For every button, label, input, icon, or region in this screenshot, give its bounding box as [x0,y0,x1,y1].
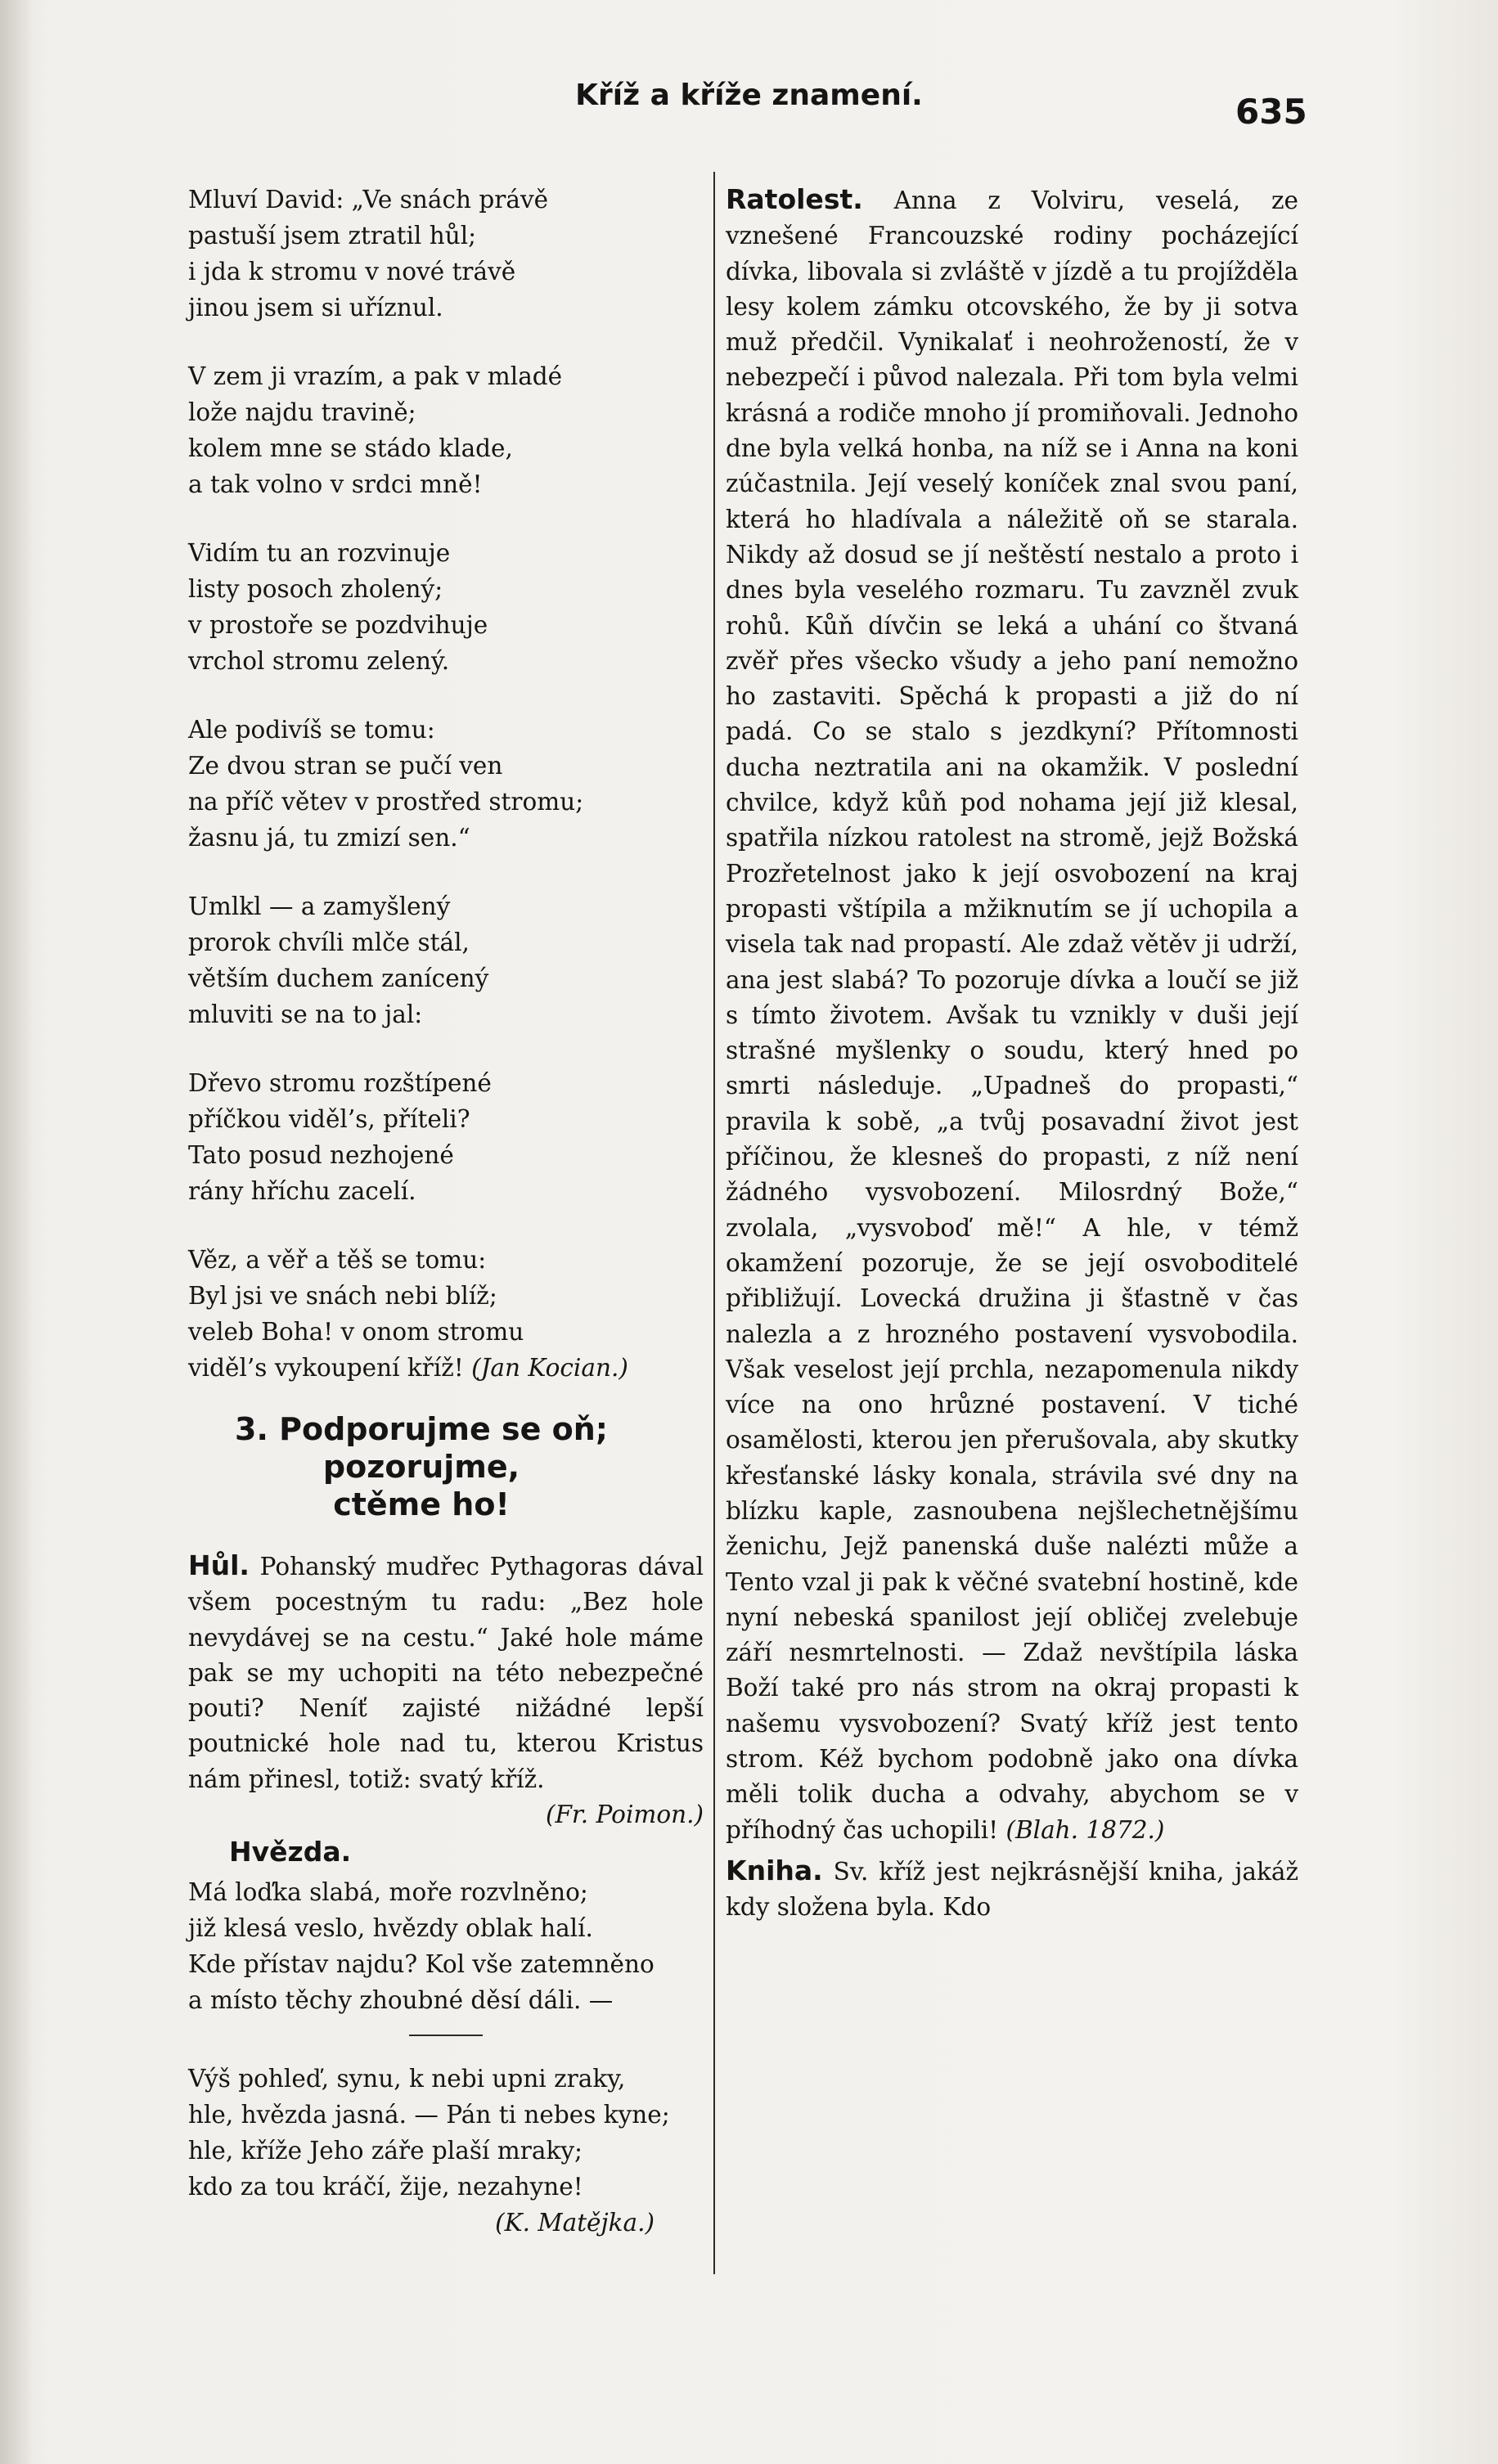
poem-line: Mluví David: „Ve snách právě [188,186,549,214]
hul-text: Pohanský mudřec Pythagoras dával všem pocestným tu radu: „Bez hole nevydávej se na cestu.“ Jaké hole máme pak se my uchopiti na této nebezpečné pouti? Neníť zajisté nižádné lepší poutnické hole nad tu, kterou Kristus nám přinesl, totiž: svatý kříž. [188,1553,704,1793]
divider [409,2035,483,2036]
poem-stanza-2 [188,358,704,502]
poem-line: Věz, a věř a těš se tomu: [188,1246,487,1274]
poem-line: veleb Boha! v onom stromu [188,1318,524,1346]
poem-last-line: viděl’s vykoupení kříž! [188,1354,464,1382]
poem-line: lože najdu travině; [188,398,416,426]
hvezda-poem [188,1874,704,2241]
poem-line: již klesá veslo, hvězdy oblak halí. [188,1914,593,1943]
poem-line: v prostoře se pozdvihuje [188,611,488,639]
poem-line: Tato posud nezhojené [188,1141,454,1169]
poem-line: Kde přístav najdu? Kol vše zatemněno [188,1950,655,1979]
poem-line: Dřevo stromu rozštípené [188,1069,492,1097]
poem-stanza-1 [188,182,704,326]
poem-line: hle, hvězda jasná. — Pán ti nebes kyne; [188,2101,670,2129]
poem-stanza-3 [188,535,704,679]
poem-line: kdo za tou kráčí, žije, nezahyne! [188,2173,583,2201]
poem-line: listy posoch zholený; [188,575,443,603]
poem-line: Ale podivíš se tomu: [188,716,435,744]
poem-line: pastuší jsem ztratil hůl; [188,222,477,250]
poem-line: i jda k stromu v nové trávě [188,258,516,286]
poem-line: mluviti se na to jal: [188,1000,423,1028]
poem-attribution: (Jan Kocian.) [471,1354,628,1382]
kniha-paragraph [726,1853,1298,1926]
section-heading-line-1: 3. Podporujme se oň; pozorujme, [235,1411,608,1485]
running-header-title: Kříž a kříže znamení. [575,79,923,112]
poem-line: na příč větev v prostřed stromu; [188,788,584,816]
ratolest-text: Anna z Volviru, veselá, ze vznešené Francouzské rodiny pocházející dívka, libovala si zvláště v jízdě a tu projížděla lesy kolem zámku otcovského, že by ji sotva muž předčil. Vynikalať i neohrožeností, že v nebezpečí i původ nalezala. Při tom byla velmi krásná a rodiče mnoho jí promiňovali. Jednoho dne byla velká honba, na níž se i Anna na koni zúčastnila. Její veselý koníček znal svou paní, která ho hladívala a náležitě oň se starala. Nikdy až dosud se jí neštěstí nestalo a proto i dnes byla veselého rozmaru. Tu zavzněl zvuk rohů. Kůň dívčin se leká a uhání co štvaná zvěř přes všecko všudy a jeho paní nemožno ho zastaviti. Spěchá k propasti a již do ní padá. Co se stalo s jezdkyní? Přítomnosti ducha neztratila ani na okamžik. V poslední chvilce, když kůň pod nohama její již klesal, spatřila nízkou ratolest na stromě, jejž Božská Prozřetelnost jako k její osvobození na kraj propasti vštípila a mžiknutím se jí uchopila a visela tak nad propastí. Ale zdaž větěv ji udrží, ana jest slabá? To pozoruje dívka a loučí se již s tímto životem. Avšak tu vznikly v duši její strašné myšlenky o soudu, který hned po smrti následuje. „Upadneš do propasti,“ pravila k sobě, „a tvůj posavadní život jest příčinou, že klesneš do propasti, z níž není žádného vysvobození. Milosrdný Bože,“ zvolala, „vysvoboď mě!“ A hle, v témž okamžení pozoruje, že se její osvoboditelé přibližují. Lovecká družina ji šťastně v čas nalezla a z hrozného postavení vysvobodila. Však veselost její prchla, nezapomenula nikdy více na ono hrůzné postavení. V tiché osamělosti, kterou jen přerušovala, aby skutky křesťanské lásky konala, strávila své dny na blízku kaple, zasnoubena nejšlechetnějšímu ženichu, Jejž panenská duše nalézti může a Tento vzal ji pak k věčné svatební hostině, kde nyní nebeská spanilost její obličej zvelebuje září nesmrtelnosti. — Zdaž nevštípila láska Boží také pro nás strom na okraj propasti k našemu vysvobození? Svatý kříž jest tento strom. Kéž bychom podobně jako ona dívka měli tolik ducha a odvahy, abychom se v příhodný čas uchopili! [726,187,1298,1844]
poem-line: jinou jsem si uříznul. [188,294,443,321]
hvezda-attribution: (K. Matějka.) [495,2209,655,2237]
poem-line [188,1350,704,1386]
hvezda-heading: Hvězda. [229,1836,352,1868]
poem-line: Byl jsi ve snách nebi blíž; [188,1282,497,1310]
poem-line: příčkou viděl’s, příteli? [188,1105,470,1133]
kniha-lead: Kniha. [726,1854,823,1886]
poem-line: Má loďka slabá, moře rozvlněno; [188,1878,588,1907]
left-column [188,182,704,2241]
ratolest-paragraph [726,182,1298,1848]
poem-line: Ze dvou stran se pučí ven [188,752,503,780]
poem-line: a místo těchy zhoubné děsí dáli. — [188,1986,614,2015]
poem-stanza-6 [188,1065,704,1209]
book-spine-shadow [0,0,33,2464]
poem-stanza-7 [188,1242,704,1386]
poem-line: rány hříchu zacelí. [188,1177,416,1205]
poem-line: Vidím tu an rozvinuje [188,539,451,567]
poem-line: větším duchem zanícený [188,964,489,992]
section-heading [139,1410,704,1523]
hul-attribution: (Fr. Poimon.) [545,1801,704,1829]
poem-line: V zem ji vrazím, a pak v mladé [188,362,563,390]
column-divider [713,172,715,2274]
poem-line: Výš pohleď, synu, k nebi upni zraky, [188,2065,626,2093]
hvezda-stanza-2 [188,2061,704,2205]
poem-stanza-4 [188,712,704,856]
poem-line: žasnu já, tu zmizí sen.“ [188,824,470,852]
section-heading-line-2: ctěme ho! [333,1486,510,1522]
ratolest-lead: Ratolest. [726,183,863,215]
ratolest-attribution: (Blah. 1872.) [1005,1815,1165,1844]
poem-line: kolem mne se stádo klade, [188,434,513,462]
poem-line: prorok chvíli mlče stál, [188,928,470,956]
poem-stanza-5 [188,888,704,1032]
hvezda-stanza-1 [188,1874,704,2018]
hul-lead: Hůl. [188,1549,250,1581]
right-column [726,182,1298,1926]
poem-line: a tak volno v srdci mně! [188,470,483,498]
kniha-text: Sv. kříž jest nejkrásnější kniha, jakáž kdy složena byla. Kdo [726,1857,1298,1922]
hul-paragraph [188,1548,704,1797]
david-poem [188,182,704,1386]
poem-line: vrchol stromu zelený. [188,647,450,675]
poem-line: Umlkl — a zamyšlený [188,893,451,920]
page-number: 635 [1235,92,1307,132]
poem-line: hle, kříže Jeho záře plaší mraky; [188,2137,583,2165]
